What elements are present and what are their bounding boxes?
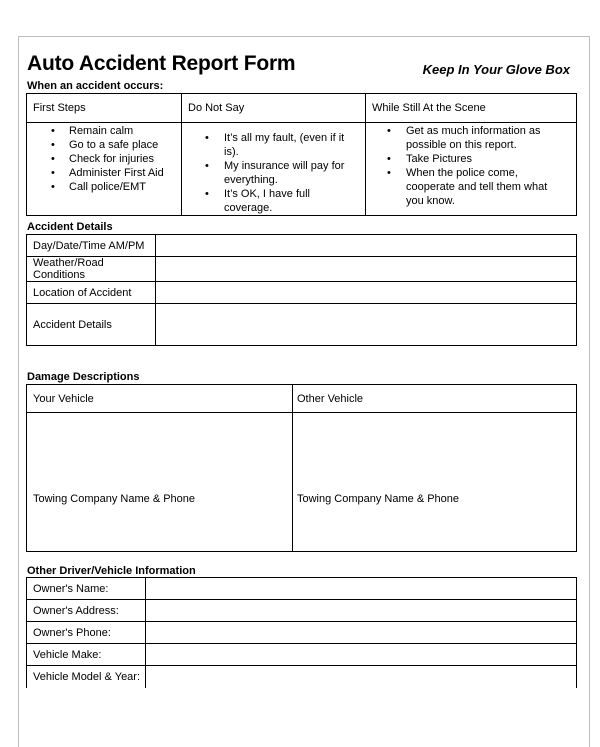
when-accident-occurs-label: When an accident occurs: bbox=[27, 80, 164, 92]
while-at-scene-header: While Still At the Scene bbox=[366, 94, 577, 123]
other-driver-table bbox=[26, 577, 577, 688]
day-date-time-field[interactable] bbox=[156, 235, 577, 257]
vehicle-make-field[interactable] bbox=[146, 644, 577, 666]
list-item: • Go to a safe place bbox=[69, 138, 181, 152]
owners-name-field[interactable] bbox=[146, 578, 577, 600]
location-label: Location of Accident bbox=[27, 282, 156, 304]
keep-in-glove-box-note: Keep In Your Glove Box bbox=[422, 62, 570, 77]
vehicle-model-year-field[interactable] bbox=[146, 666, 577, 688]
accident-details-heading: Accident Details bbox=[27, 221, 113, 233]
accident-details-table bbox=[26, 234, 577, 346]
weather-road-label: Weather/Road Conditions bbox=[27, 257, 156, 282]
first-steps-cell bbox=[27, 123, 182, 216]
your-vehicle-header: Your Vehicle bbox=[27, 385, 293, 413]
towing-company-left: Towing Company Name & Phone bbox=[33, 493, 196, 505]
accident-details-field[interactable] bbox=[156, 304, 577, 346]
owners-address-label: Owner's Address: bbox=[27, 600, 146, 622]
owners-phone-label: Owner's Phone: bbox=[27, 622, 146, 644]
day-date-time-label: Day/Date/Time AM/PM bbox=[27, 235, 156, 257]
do-not-say-cell bbox=[182, 123, 366, 216]
list-item: • Take Pictures bbox=[406, 152, 568, 166]
other-vehicle-header: Other Vehicle bbox=[293, 385, 577, 413]
list-item: • Remain calm bbox=[69, 124, 181, 138]
damage-table bbox=[26, 384, 577, 552]
damage-descriptions-heading: Damage Descriptions bbox=[27, 371, 140, 383]
list-item: • Get as much information as possible on this report. bbox=[406, 124, 568, 152]
list-item: • Administer First Aid bbox=[69, 166, 181, 180]
list-item: • It’s OK, I have full coverage. bbox=[224, 187, 357, 215]
steps-table bbox=[26, 93, 577, 216]
list-item: • Call police/EMT bbox=[69, 180, 181, 194]
your-vehicle-cell[interactable] bbox=[27, 413, 293, 552]
list-item: • My insurance will pay for everything. bbox=[224, 159, 357, 187]
towing-company-right: Towing Company Name & Phone bbox=[297, 493, 460, 505]
owners-address-field[interactable] bbox=[146, 600, 577, 622]
list-item: • Check for injuries bbox=[69, 152, 181, 166]
other-driver-heading: Other Driver/Vehicle Information bbox=[27, 565, 196, 577]
while-at-scene-cell bbox=[366, 123, 577, 216]
form-title: Auto Accident Report Form bbox=[27, 52, 296, 75]
weather-road-field[interactable] bbox=[156, 257, 577, 282]
list-item: • It’s all my fault, (even if it is). bbox=[224, 131, 357, 159]
owners-phone-field[interactable] bbox=[146, 622, 577, 644]
location-field[interactable] bbox=[156, 282, 577, 304]
vehicle-make-label: Vehicle Make: bbox=[27, 644, 146, 666]
vehicle-model-year-label: Vehicle Model & Year: bbox=[27, 666, 146, 688]
other-vehicle-cell[interactable] bbox=[293, 413, 577, 552]
accident-details-label: Accident Details bbox=[27, 304, 156, 346]
list-item: • When the police come, cooperate and tell them what you know. bbox=[406, 166, 568, 208]
do-not-say-header: Do Not Say bbox=[182, 94, 366, 123]
first-steps-header: First Steps bbox=[27, 94, 182, 123]
owners-name-label: Owner's Name: bbox=[27, 578, 146, 600]
